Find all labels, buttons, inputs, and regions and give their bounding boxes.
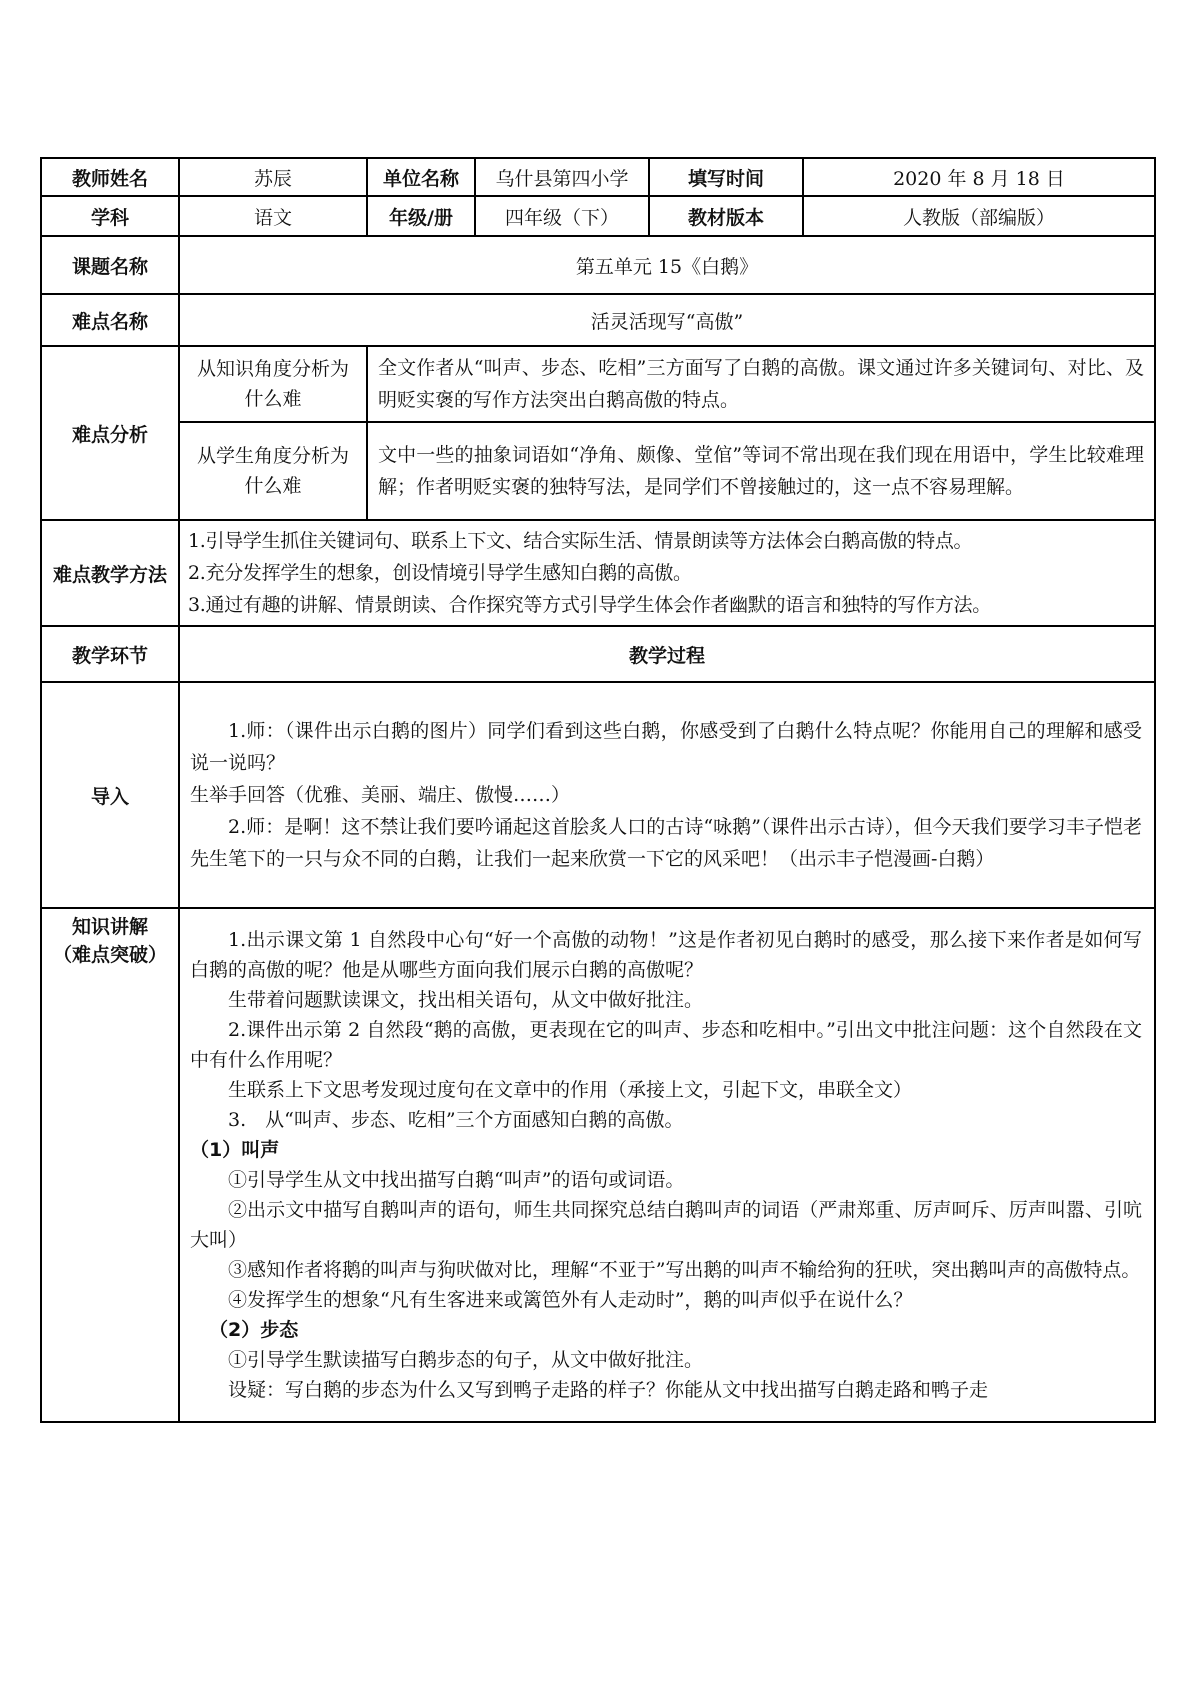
subheading-voice: （1）叫声 bbox=[190, 1139, 280, 1161]
difficulty-label: 难点名称 bbox=[41, 294, 179, 346]
intro-label: 导入 bbox=[41, 682, 179, 908]
voice-item-1: ①引导学生从文中找出描写白鹅“叫声”的语句或词语。 bbox=[228, 1169, 685, 1191]
method-item: 3.通过有趣的讲解、情景朗读、合作探究等方式引导学生体会作者幽默的语言和独特的写作方法。 bbox=[188, 594, 991, 616]
knowledge-content bbox=[179, 908, 1155, 1422]
method-item: 2.充分发挥学生的想象，创设情境引导学生感知白鹅的高傲。 bbox=[188, 562, 692, 584]
knowledge-paragraph-3: 2.课件出示第 2 自然段“鹅的高傲，更表现在它的叫声、步态和吃相中。”引出文中批注问题：这个自然段在文中有什么作用呢？ bbox=[190, 1019, 1142, 1071]
intro-content bbox=[179, 682, 1155, 908]
student-angle-label: 从学生角度分析为什么难 bbox=[179, 422, 367, 520]
edition-label: 教材版本 bbox=[649, 196, 803, 236]
lesson-plan-table bbox=[40, 157, 1156, 1423]
subheading-gait: （2）步态 bbox=[209, 1319, 299, 1341]
date-value: 2020 年 8 月 18 日 bbox=[803, 158, 1155, 196]
edition-value: 人教版（部编版） bbox=[803, 196, 1155, 236]
subject-label: 学科 bbox=[41, 196, 179, 236]
voice-item-2: ②出示文中描写自鹅叫声的语句，师生共同探究总结白鹅叫声的词语（严肃郑重、厉声呵斥、厉声叫嚣、引吭大叫） bbox=[190, 1199, 1142, 1251]
topic-value: 第五单元 15《白鹅》 bbox=[179, 236, 1155, 294]
subject-value: 语文 bbox=[179, 196, 367, 236]
header-row-2 bbox=[41, 196, 1155, 236]
methods-content bbox=[179, 520, 1155, 626]
methods-label: 难点教学方法 bbox=[41, 520, 179, 626]
process-stage-label: 教学环节 bbox=[41, 626, 179, 682]
topic-row bbox=[41, 236, 1155, 294]
analysis-row-knowledge bbox=[41, 346, 1155, 422]
knowledge-paragraph-1: 1.出示课文第 1 自然段中心句“好一个高傲的动物！”这是作者初见白鹅时的感受，那么接下来作者是如何写白鹅的高傲的呢？他是从哪些方面向我们展示白鹅的高傲呢？ bbox=[190, 929, 1142, 981]
grade-label: 年级/册 bbox=[367, 196, 475, 236]
process-header-row bbox=[41, 626, 1155, 682]
gait-item-1: ①引导学生默读描写白鹅步态的句子，从文中做好批注。 bbox=[228, 1349, 704, 1371]
knowledge-label-line-2: （难点突破） bbox=[52, 944, 167, 966]
intro-paragraph-3: 2.师：是啊！这不禁让我们要吟诵起这首脍炙人口的古诗“咏鹅”（课件出示古诗），但今天我们要学习丰子恺老先生笔下的一只与众不同的白鹅，让我们一起来欣赏一下它的风采吧！（出示丰子恺漫画-白鹅） bbox=[190, 816, 1142, 870]
gait-item-2: 设疑：写白鹅的步态为什么又写到鸭子走路的样子？你能从文中找出描写白鹅走路和鸭子走 bbox=[228, 1379, 989, 1401]
unit-label: 单位名称 bbox=[367, 158, 475, 196]
knowledge-angle-text: 全文作者从“叫声、步态、吃相”三方面写了白鹅的高傲。课文通过许多关键词句、对比、及明贬实褒的写作方法突出白鹅高傲的特点。 bbox=[367, 346, 1155, 422]
knowledge-row bbox=[41, 908, 1155, 1422]
knowledge-label-line-1: 知识讲解 bbox=[71, 916, 148, 938]
student-angle-text: 文中一些的抽象词语如“净角、颇像、堂倌”等词不常出现在我们现在用语中，学生比较难理解；作者明贬实褒的独特写法，是同学们不曾接触过的，这一点不容易理解。 bbox=[367, 422, 1155, 520]
header-row-1 bbox=[41, 158, 1155, 196]
process-label: 教学过程 bbox=[179, 626, 1155, 682]
lesson-plan-sheet bbox=[40, 157, 1154, 1423]
grade-value: 四年级（下） bbox=[475, 196, 649, 236]
intro-paragraph-2: 生举手回答（优雅、美丽、端庄、傲慢……） bbox=[190, 784, 571, 806]
methods-row bbox=[41, 520, 1155, 626]
intro-row bbox=[41, 682, 1155, 908]
intro-paragraph-1: 1.师：（课件出示白鹅的图片）同学们看到这些白鹅，你感受到了白鹅什么特点呢？你能用自己的理解和感受说一说吗？ bbox=[190, 720, 1142, 774]
analysis-label: 难点分析 bbox=[41, 346, 179, 520]
knowledge-angle-label: 从知识角度分析为什么难 bbox=[179, 346, 367, 422]
knowledge-paragraph-4: 生联系上下文思考发现过度句在文章中的作用（承接上文，引起下文，串联全文） bbox=[228, 1079, 913, 1101]
knowledge-label-cell bbox=[41, 908, 179, 1422]
difficulty-row bbox=[41, 294, 1155, 346]
topic-label: 课题名称 bbox=[41, 236, 179, 294]
teacher-label: 教师姓名 bbox=[41, 158, 179, 196]
knowledge-paragraph-2: 生带着问题默读课文，找出相关语句，从文中做好批注。 bbox=[228, 989, 704, 1011]
knowledge-paragraph-5: 3. 从“叫声、步态、吃相”三个方面感知白鹅的高傲。 bbox=[228, 1109, 684, 1131]
voice-item-3: ③感知作者将鹅的叫声与狗吠做对比，理解“不亚于”写出鹅的叫声不输给狗的狂吠，突出鹅叫声的高傲特点。 bbox=[228, 1259, 1141, 1281]
analysis-row-student bbox=[41, 422, 1155, 520]
voice-item-4: ④发挥学生的想象“凡有生客进来或篱笆外有人走动时”，鹅的叫声似乎在说什么？ bbox=[228, 1289, 913, 1311]
teacher-value: 苏辰 bbox=[179, 158, 367, 196]
method-item: 1.引导学生抓住关键词句、联系上下文、结合实际生活、情景朗读等方法体会白鹅高傲的特点。 bbox=[188, 530, 973, 552]
date-label: 填写时间 bbox=[649, 158, 803, 196]
difficulty-value: 活灵活现写“高傲” bbox=[179, 294, 1155, 346]
unit-value: 乌什县第四小学 bbox=[475, 158, 649, 196]
